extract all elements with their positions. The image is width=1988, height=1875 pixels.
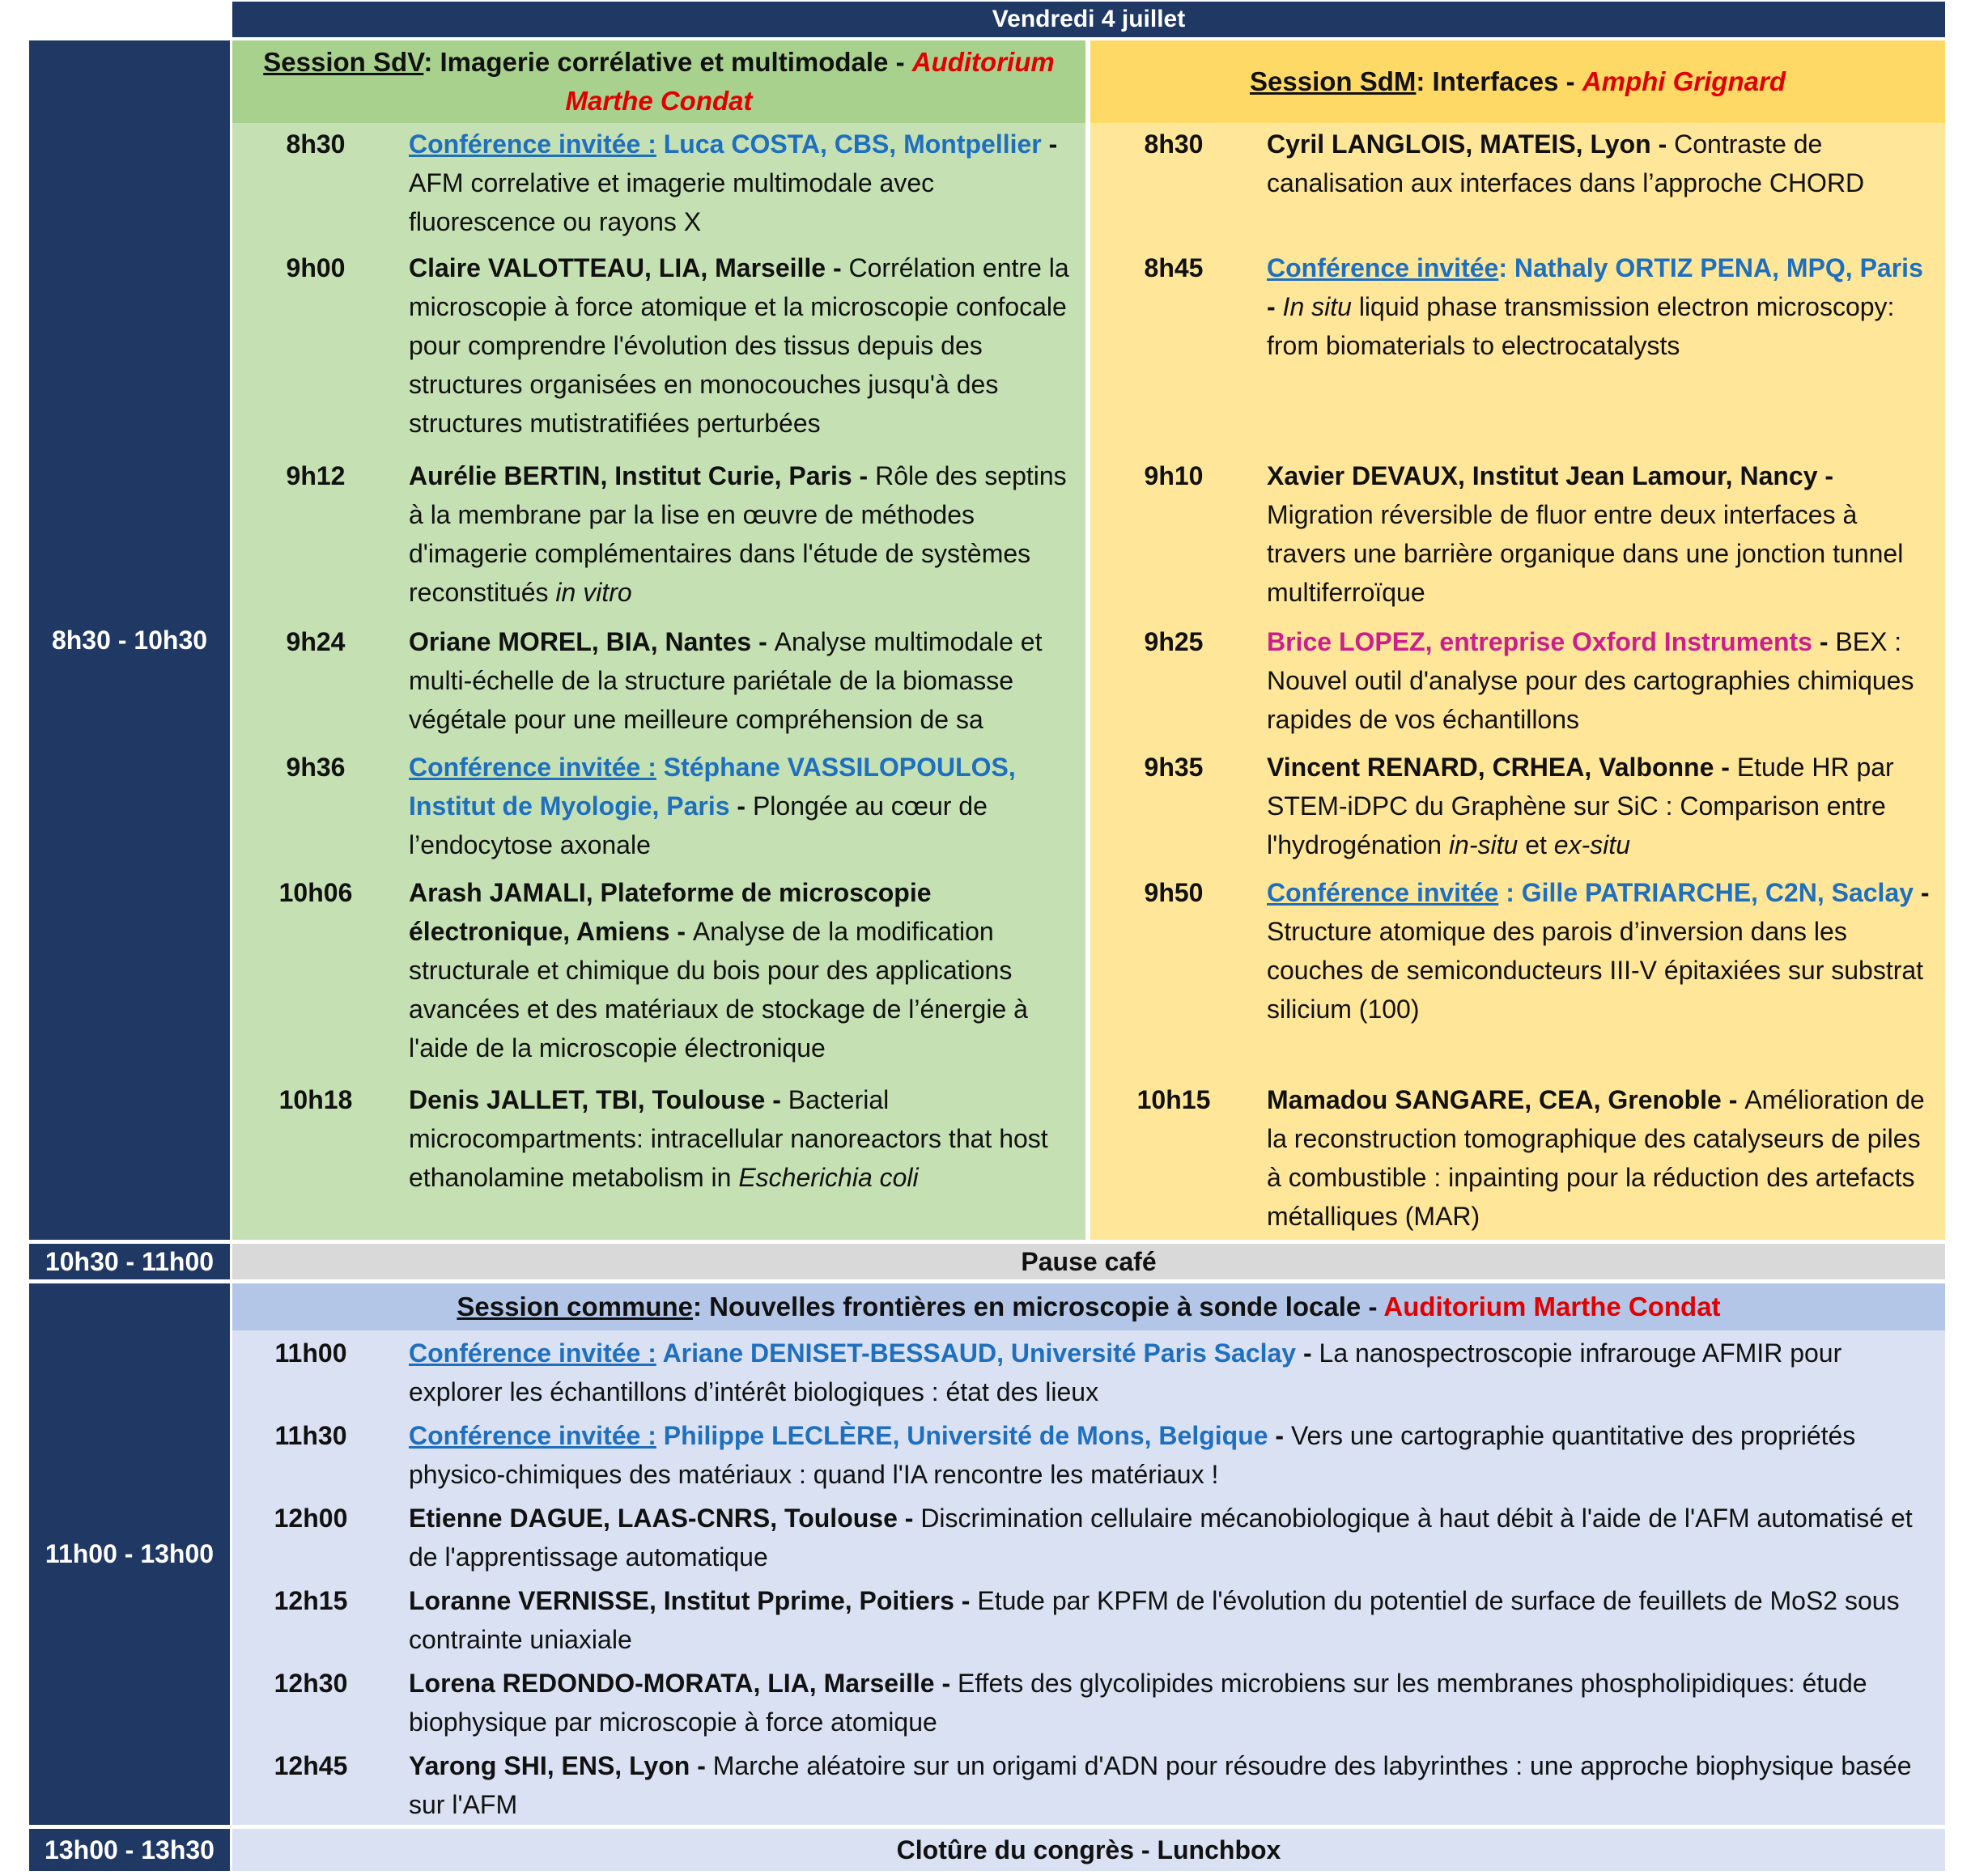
entry-sponsor: Brice LOPEZ, entreprise Oxford Instruments: [1267, 627, 1812, 656]
common-session-room: Auditorium Marthe Condat: [1383, 1292, 1721, 1321]
day-title: Vendredi 4 juillet: [992, 6, 1186, 32]
entry-text: [409, 248, 1081, 443]
entry-speaker: Oriane MOREL, BIA, Nantes -: [409, 627, 775, 656]
entry-text: [409, 1416, 1939, 1494]
entry-sep: -: [1268, 1421, 1291, 1450]
entry-text: [1267, 1080, 1939, 1236]
entry-speaker: Stéphane VASSILOPOULOS, Institut de Myologie, Paris: [409, 753, 1016, 821]
closing-label: Clotûre du congrès - Lunchbox: [896, 1835, 1281, 1864]
entry-speaker: Xavier DEVAUX, Institut Jean Lamour, Nancy -: [1267, 461, 1834, 490]
entry-speaker: Etienne DAGUE, LAAS-CNRS, Toulouse -: [409, 1504, 921, 1533]
entry-text: [1267, 873, 1939, 1029]
sdv-session-header: [232, 40, 1085, 123]
slot-closing: [29, 1829, 230, 1871]
entry-speaker: Aurélie BERTIN, Institut Curie, Paris -: [409, 461, 876, 490]
entry-time: 8h30: [1144, 129, 1204, 159]
sdm-session-room: Amphi Grignard: [1582, 66, 1786, 96]
sdv-session-room: Auditorium Marthe Condat: [565, 47, 1055, 116]
entry-text: [1267, 125, 1939, 202]
entry-text: [409, 1334, 1939, 1411]
common-session-label: Session commune: [457, 1292, 694, 1321]
slot-late: [29, 1283, 230, 1825]
entry-speaker: Mamadou SANGARE, CEA, Grenoble -: [1267, 1085, 1745, 1114]
entry-text: [409, 1664, 1939, 1741]
entry-time: 12h15: [274, 1586, 348, 1615]
entry-time: 12h00: [274, 1504, 348, 1533]
entry-speaker: Claire VALOTTEAU, LIA, Marseille -: [409, 253, 849, 282]
entry-text: [1267, 748, 1939, 864]
entry-desc-italic: ex-situ: [1553, 830, 1631, 859]
sdv-session-title: : Imagerie corrélative et multimodale -: [423, 47, 912, 77]
slot-morning: [29, 40, 230, 1240]
entry-time: 9h10: [1144, 461, 1204, 490]
slot-late-label: 11h00 - 13h00: [45, 1539, 215, 1568]
slot-pause-label: 10h30 - 11h00: [45, 1246, 215, 1276]
pause-label: Pause café: [1021, 1246, 1157, 1276]
entry-time: 9h50: [1144, 878, 1204, 907]
entry-speaker: Cyril LANGLOIS, MATEIS, Lyon -: [1267, 129, 1675, 159]
entry-speaker: : Gille PATRIARCHE, C2N, Saclay: [1498, 878, 1914, 907]
entry-desc: Discrimination cellulaire mécanobiologique à haut débit à l'aide de l'AFM automatisé et de l'apprentissage automatique: [409, 1504, 1913, 1572]
entry-time: 11h30: [274, 1421, 347, 1450]
entry-desc: Plongée au cœur de l’endocytose axonale: [409, 791, 988, 859]
closing-row: [232, 1829, 1945, 1871]
entry-text: [409, 1581, 1939, 1659]
entry-speaker: : Nathaly ORTIZ PENA, MPQ, Paris: [1498, 253, 1923, 282]
entry-desc: Amélioration de la reconstruction tomographique des catalyseurs de piles à combustible : inpainting pour la réduction des artefacts métalliques (MAR): [1267, 1085, 1925, 1231]
entry-desc: liquid phase transmission electron microscopy: from biomaterials to electrocatalysts: [1267, 292, 1895, 360]
invited-label[interactable]: Conférence invitée :: [409, 129, 656, 159]
sdv-session-body: [232, 123, 1085, 1240]
entry-speaker: Philippe LECLÈRE, Université de Mons, Belgique: [656, 1421, 1268, 1450]
entry-desc-italic: in vitro: [555, 578, 632, 607]
entry-desc: Bacterial microcompartments: intracellular nanoreactors that host ethanolamine metabolism in: [409, 1085, 1048, 1192]
sdm-session-header: [1090, 40, 1945, 123]
entry-desc: Effets des glycolipides microbiens sur les membranes phospholipidiques: étude biophysique par microscopie à force atomique: [409, 1669, 1867, 1737]
entry-time: 9h25: [1144, 627, 1204, 656]
common-session-header: [232, 1283, 1945, 1330]
entry-sep: -: [1914, 878, 1930, 907]
entry-desc: La nanospectroscopie infrarouge AFMIR pour explorer les échantillons d’intérêt biologiques : état des lieux: [409, 1338, 1842, 1406]
entry-time: 9h24: [286, 627, 346, 656]
slot-morning-label: 8h30 - 10h30: [51, 625, 208, 655]
sdv-session-label: Session SdV: [263, 47, 424, 77]
entry-desc-italic: In situ: [1282, 292, 1352, 321]
entry-speaker: Denis JALLET, TBI, Toulouse -: [409, 1085, 788, 1114]
entry-time: 10h15: [1136, 1085, 1211, 1114]
entry-time: 9h35: [1144, 753, 1204, 782]
entry-speaker: Yarong SHI, ENS, Lyon -: [409, 1751, 713, 1780]
entry-desc-italic: Escherichia coli: [738, 1163, 919, 1192]
entry-time: 11h00: [274, 1338, 347, 1368]
entry-sep: -: [1812, 627, 1836, 656]
invited-label[interactable]: Conférence invitée :: [409, 1421, 656, 1450]
entry-time: 8h45: [1144, 253, 1204, 282]
entry-time: 12h45: [274, 1751, 348, 1780]
entry-time: 9h12: [286, 461, 346, 490]
slot-closing-label: 13h00 - 13h30: [45, 1835, 215, 1864]
entry-time: 9h00: [286, 253, 346, 282]
entry-sep: -: [1041, 129, 1058, 159]
entry-speaker: Ariane DENISET-BESSAUD, Université Paris Saclay: [656, 1338, 1297, 1368]
entry-text: [409, 1080, 1081, 1197]
entry-time: 10h18: [278, 1085, 353, 1114]
entry-desc: AFM correlative et imagerie multimodale avec fluorescence ou rayons X: [409, 168, 935, 236]
entry-desc: Etude par KPFM de l'évolution du potentiel de surface de feuillets de MoS2 sous contrainte uniaxiale: [409, 1586, 1900, 1654]
entry-desc-mid: et: [1518, 830, 1554, 859]
day-header: [232, 2, 1945, 37]
entry-desc: Structure atomique des parois d’inversion dans les couches de semiconducteurs III-V épitaxiées sur substrat silicium (100): [1267, 917, 1924, 1024]
pause-row: [232, 1244, 1945, 1279]
entry-desc: BEX : Nouvel outil d'analyse pour des cartographies chimiques rapides de vos échantillons: [1267, 627, 1914, 734]
common-session-title: : Nouvelles frontières en microscopie à sonde locale -: [693, 1292, 1384, 1321]
entry-desc: Corrélation entre la microscopie à force atomique et la microscopie confocale pour comprendre l'évolution des tissus depuis des structures organisées en monocouches jusqu'à des structures mutistratifiées perturbées: [409, 253, 1069, 438]
sdm-session-body: [1090, 123, 1945, 1240]
entry-time: 9h36: [286, 753, 346, 782]
entry-time: 10h06: [278, 878, 353, 907]
entry-text: [1267, 248, 1939, 365]
common-session-body: [232, 1330, 1945, 1825]
entry-text: [409, 622, 1081, 739]
entry-desc: Marche aléatoire sur un origami d'ADN pour résoudre des labyrinthes : une approche biophysique basée sur l'AFM: [409, 1751, 1912, 1819]
entry-desc: Analyse de la modification structurale et chimique du bois pour des applications avancées et des matériaux de stockage de l’énergie à l'aide de la microscopie électronique: [409, 917, 1028, 1063]
entry-sep: -: [1267, 292, 1283, 321]
entry-text: [409, 748, 1081, 864]
entry-desc: Etude HR par STEM-iDPC du Graphène sur SiC : Comparison entre l'hydrogénation: [1267, 753, 1894, 859]
invited-label[interactable]: Conférence invitée: [1267, 878, 1499, 907]
entry-text: [409, 1746, 1939, 1824]
entry-text: [409, 1499, 1939, 1576]
entry-time: 12h30: [274, 1669, 348, 1698]
entry-sep: -: [1296, 1338, 1319, 1368]
entry-desc: Analyse multimodale et multi-échelle de la structure pariétale de la biomasse végétale pour une meilleure compréhension de sa: [409, 627, 1043, 734]
entry-text: [409, 125, 1081, 241]
entry-time: 8h30: [286, 129, 346, 159]
entry-desc: Contraste de canalisation aux interfaces dans l’approche CHORD: [1267, 129, 1865, 197]
entry-desc: Migration réversible de fluor entre deux interfaces à travers une barrière organique dans une jonction tunnel multiferroïque: [1267, 500, 1904, 607]
entry-speaker: Luca COSTA, CBS, Montpellier: [656, 129, 1042, 159]
entry-desc: Rôle des septins à la membrane par la lise en œuvre de méthodes d'imagerie complémentaires dans l'étude de systèmes reconstitués: [409, 461, 1067, 607]
entry-text: [409, 456, 1081, 612]
invited-label[interactable]: Conférence invitée: [1267, 253, 1499, 282]
entry-sep: -: [729, 791, 753, 821]
entry-text: [409, 873, 1081, 1067]
slot-pause: [29, 1244, 230, 1279]
invited-label[interactable]: Conférence invitée :: [409, 753, 656, 782]
entry-text: [1267, 622, 1939, 739]
invited-label[interactable]: Conférence invitée :: [409, 1338, 656, 1368]
entry-speaker: Vincent RENARD, CRHEA, Valbonne -: [1267, 753, 1737, 782]
entry-speaker: Loranne VERNISSE, Institut Pprime, Poitiers -: [409, 1586, 978, 1615]
sdm-session-label: Session SdM: [1250, 66, 1417, 96]
entry-desc-italic: in-situ: [1448, 830, 1519, 859]
entry-speaker: Arash JAMALI, Plateforme de microscopie électronique, Amiens -: [409, 878, 932, 946]
entry-speaker: Lorena REDONDO-MORATA, LIA, Marseille -: [409, 1669, 958, 1698]
entry-desc: Vers une cartographie quantitative des propriétés physico-chimiques des matériaux : quand l'IA rencontre les matériaux !: [409, 1421, 1856, 1489]
sdm-session-title: : Interfaces -: [1416, 66, 1582, 96]
entry-text: [1267, 456, 1939, 612]
